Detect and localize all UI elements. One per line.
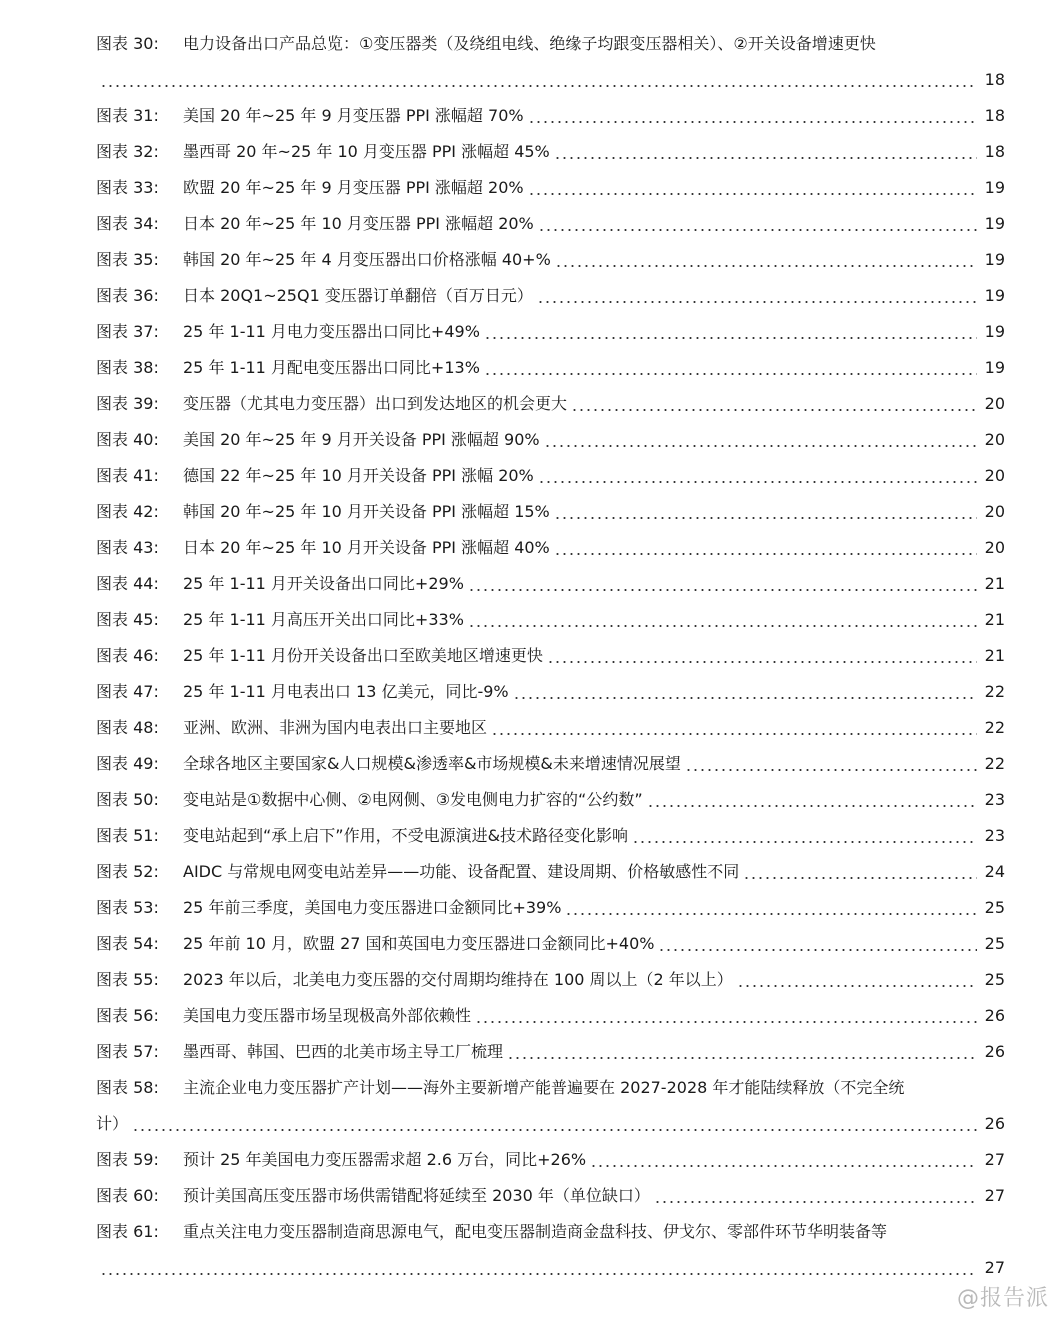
watermark: @报告派 — [956, 1286, 1049, 1311]
page-number[interactable]: 26 — [984, 1006, 1005, 1025]
figure-label: 图表 56: — [96, 1006, 159, 1025]
dot-leader — [132, 1129, 977, 1131]
page-number[interactable]: 27 — [984, 1150, 1005, 1169]
page-number[interactable]: 27 — [984, 1258, 1005, 1277]
figure-title[interactable]: 欧盟 20 年~25 年 9 月变压器 PPI 涨幅超 20% — [183, 178, 524, 197]
toc-entry-line — [0, 1178, 1061, 1214]
figure-label: 图表 58: — [96, 1078, 159, 1097]
toc-entry-line — [0, 458, 1061, 494]
toc-entry-line — [0, 638, 1061, 674]
page-number[interactable]: 18 — [984, 106, 1005, 125]
toc-entry[interactable] — [0, 134, 1061, 170]
toc-entry-line — [0, 818, 1061, 854]
figure-label: 图表 53: — [96, 898, 159, 917]
figure-title[interactable]: 变电站起到“承上启下”作用，不受电源演进&技术路径变化影响 — [183, 826, 629, 845]
dot-leader — [658, 949, 977, 951]
figure-title[interactable]: 预计 25 年美国电力变压器需求超 2.6 万台，同比+26% — [183, 1150, 587, 1169]
dot-leader — [513, 697, 977, 699]
figure-title[interactable]: 墨西哥 20 年~25 年 10 月变压器 PPI 涨幅超 45% — [183, 142, 550, 161]
dot-leader — [528, 193, 977, 195]
figure-title[interactable]: 日本 20 年~25 年 10 月变压器 PPI 涨幅超 20% — [183, 214, 534, 233]
figure-label: 图表 33: — [96, 178, 159, 197]
toc-entry[interactable] — [0, 674, 1061, 710]
figure-title[interactable]: 变电站是①数据中心侧、②电网侧、③发电侧电力扩容的“公约数” — [183, 790, 643, 809]
dot-leader — [590, 1165, 977, 1167]
toc-entry[interactable] — [0, 854, 1061, 890]
figure-title[interactable]: 25 年 1-11 月电表出口 13 亿美元，同比-9% — [183, 682, 509, 701]
figure-label: 图表 54: — [96, 934, 159, 953]
page-number[interactable]: 23 — [984, 826, 1005, 845]
page-number[interactable]: 23 — [984, 790, 1005, 809]
toc-entry-line — [0, 98, 1061, 134]
toc-entry-line — [0, 530, 1061, 566]
toc-entry-line — [0, 350, 1061, 386]
dot-leader — [475, 1021, 977, 1023]
page-number[interactable]: 22 — [984, 718, 1005, 737]
toc-entry[interactable] — [0, 1034, 1061, 1070]
dot-leader — [554, 517, 977, 519]
toc-entry[interactable] — [0, 458, 1061, 494]
toc-entry[interactable] — [0, 98, 1061, 134]
toc-entry[interactable] — [0, 494, 1061, 530]
toc-entry[interactable] — [0, 170, 1061, 206]
dot-leader — [737, 985, 977, 987]
toc-entry-line — [0, 1034, 1061, 1070]
toc-entry-line — [0, 962, 1061, 998]
toc-entry-line — [0, 134, 1061, 170]
dot-leader — [484, 373, 977, 375]
page-number[interactable]: 22 — [984, 754, 1005, 773]
figure-title[interactable]: 2023 年以后，北美电力变压器的交付周期均维持在 100 周以上（2 年以上） — [183, 970, 733, 989]
page-number[interactable]: 20 — [984, 430, 1005, 449]
page-number[interactable]: 21 — [984, 610, 1005, 629]
figure-label: 图表 34: — [96, 214, 159, 233]
toc-entry[interactable] — [0, 206, 1061, 242]
dot-leader — [100, 1273, 977, 1275]
toc-entry-line — [0, 170, 1061, 206]
table-of-figures — [0, 26, 1061, 1286]
figure-label: 图表 45: — [96, 610, 159, 629]
figure-title[interactable]: 电力设备出口产品总览：①变压器类（及绕组电线、绝缘子均跟变压器相关）、②开关设备增速更快 — [183, 34, 876, 53]
toc-entry[interactable] — [0, 530, 1061, 566]
dot-leader — [654, 1201, 977, 1203]
toc-entry[interactable] — [0, 242, 1061, 278]
figure-title[interactable]: AIDC 与常规电网变电站差异——功能、设备配置、建设周期、价格敏感性不同 — [183, 862, 740, 881]
dot-leader — [528, 121, 977, 123]
toc-entry[interactable] — [0, 1214, 1061, 1286]
figure-title[interactable]: 德国 22 年~25 年 10 月开关设备 PPI 涨幅 20% — [183, 466, 534, 485]
page-number[interactable]: 25 — [984, 898, 1005, 917]
page-number[interactable]: 26 — [984, 1042, 1005, 1061]
toc-entry[interactable] — [0, 638, 1061, 674]
page-number[interactable]: 22 — [984, 682, 1005, 701]
toc-entry[interactable] — [0, 962, 1061, 998]
toc-entry[interactable] — [0, 1178, 1061, 1214]
dot-leader — [537, 301, 977, 303]
figure-label: 图表 35: — [96, 250, 159, 269]
figure-title[interactable]: 主流企业电力变压器扩产计划——海外主要新增产能普遍要在 2027-2028 年才能陆续释放（不完全统 — [183, 1078, 905, 1097]
dot-leader — [507, 1057, 977, 1059]
figure-label: 图表 47: — [96, 682, 159, 701]
toc-entry[interactable] — [0, 566, 1061, 602]
figure-label: 图表 31: — [96, 106, 159, 125]
toc-entry[interactable] — [0, 818, 1061, 854]
toc-entry-continuation — [0, 1106, 1061, 1142]
figure-label: 图表 39: — [96, 394, 159, 413]
page-number[interactable]: 19 — [984, 358, 1005, 377]
page-number[interactable]: 19 — [984, 178, 1005, 197]
toc-entry[interactable] — [0, 602, 1061, 638]
figure-title[interactable]: 25 年 1-11 月高压开关出口同比+33% — [183, 610, 464, 629]
toc-entry-line — [0, 854, 1061, 890]
dot-leader — [554, 157, 977, 159]
page-number[interactable]: 20 — [984, 394, 1005, 413]
toc-entry[interactable] — [0, 926, 1061, 962]
figure-label: 图表 48: — [96, 718, 159, 737]
toc-entry[interactable] — [0, 782, 1061, 818]
toc-entry-line — [0, 890, 1061, 926]
figure-title[interactable]: 变压器（尤其电力变压器）出口到发达地区的机会更大 — [183, 394, 568, 413]
dot-leader — [632, 841, 977, 843]
page-number[interactable]: 24 — [984, 862, 1005, 881]
page-number[interactable]: 21 — [984, 646, 1005, 665]
figure-label: 图表 59: — [96, 1150, 159, 1169]
page-number[interactable]: 21 — [984, 574, 1005, 593]
figure-label: 图表 49: — [96, 754, 159, 773]
dot-leader — [491, 733, 977, 735]
toc-entry[interactable] — [0, 26, 1061, 98]
toc-entry-line — [0, 1142, 1061, 1178]
toc-entry-line — [0, 926, 1061, 962]
page-number[interactable]: 20 — [984, 502, 1005, 521]
figure-title[interactable]: 全球各地区主要国家&人口规模&渗透率&市场规模&未来增速情况展望 — [183, 754, 681, 773]
page-number[interactable]: 19 — [984, 214, 1005, 233]
figure-label: 图表 30: — [96, 34, 159, 53]
page-number[interactable]: 19 — [984, 250, 1005, 269]
toc-entry-line — [0, 26, 1061, 62]
dot-leader — [554, 553, 977, 555]
figure-label: 图表 43: — [96, 538, 159, 557]
dot-leader — [647, 805, 977, 807]
dot-leader — [100, 85, 977, 87]
toc-entry-line — [0, 494, 1061, 530]
figure-label: 图表 40: — [96, 430, 159, 449]
page-number[interactable]: 20 — [984, 538, 1005, 557]
figure-title[interactable]: 预计美国高压变压器市场供需错配将延续至 2030 年（单位缺口） — [183, 1186, 650, 1205]
toc-entry-line — [0, 278, 1061, 314]
toc-entry-line — [0, 1070, 1061, 1106]
figure-label: 图表 61: — [96, 1222, 159, 1241]
toc-entry[interactable] — [0, 890, 1061, 926]
figure-label: 图表 51: — [96, 826, 159, 845]
figure-label: 图表 44: — [96, 574, 159, 593]
figure-title[interactable]: 25 年前三季度，美国电力变压器进口金额同比+39% — [183, 898, 562, 917]
figure-label: 图表 36: — [96, 286, 159, 305]
dot-leader — [468, 589, 977, 591]
dot-leader — [565, 913, 977, 915]
figure-title[interactable]: 25 年 1-11 月电力变压器出口同比+49% — [183, 322, 480, 341]
toc-entry[interactable] — [0, 314, 1061, 350]
figure-label: 图表 50: — [96, 790, 159, 809]
figure-title[interactable]: 亚洲、欧洲、非洲为国内电表出口主要地区 — [183, 718, 488, 737]
toc-entry-line — [0, 386, 1061, 422]
figure-label: 图表 52: — [96, 862, 159, 881]
figure-title[interactable]: 韩国 20 年~25 年 4 月变压器出口价格涨幅 40+% — [183, 250, 551, 269]
toc-entry-line — [0, 746, 1061, 782]
page-number[interactable]: 25 — [984, 934, 1005, 953]
dot-leader — [484, 337, 977, 339]
page-number[interactable]: 18 — [984, 70, 1005, 89]
dot-leader — [547, 661, 977, 663]
page-number[interactable]: 25 — [984, 970, 1005, 989]
page-number[interactable]: 19 — [984, 322, 1005, 341]
toc-entry-line — [0, 710, 1061, 746]
figure-label: 图表 41: — [96, 466, 159, 485]
toc-entry-continuation — [0, 1250, 1061, 1286]
toc-entry-line — [0, 566, 1061, 602]
figure-label: 图表 37: — [96, 322, 159, 341]
figure-title[interactable]: 美国 20 年~25 年 9 月变压器 PPI 涨幅超 70% — [183, 106, 524, 125]
toc-entry-line — [0, 314, 1061, 350]
dot-leader — [468, 625, 977, 627]
toc-entry[interactable] — [0, 386, 1061, 422]
figure-title[interactable]: 日本 20Q1~25Q1 变压器订单翻倍（百万日元） — [183, 286, 533, 305]
toc-entry[interactable] — [0, 998, 1061, 1034]
figure-title[interactable]: 25 年前 10 月，欧盟 27 国和英国电力变压器进口金额同比+40% — [183, 934, 655, 953]
dot-leader — [538, 481, 977, 483]
dot-leader — [743, 877, 977, 879]
dot-leader — [555, 265, 977, 267]
page-number[interactable]: 18 — [984, 142, 1005, 161]
figure-title-continuation: 计） — [96, 1114, 129, 1133]
page-number[interactable]: 26 — [984, 1114, 1005, 1133]
toc-entry-line — [0, 1214, 1061, 1250]
figure-title[interactable]: 美国电力变压器市场呈现极高外部依赖性 — [183, 1006, 472, 1025]
toc-entry[interactable] — [0, 746, 1061, 782]
toc-entry-continuation — [0, 62, 1061, 98]
figure-label: 图表 60: — [96, 1186, 159, 1205]
figure-label: 图表 57: — [96, 1042, 159, 1061]
toc-entry-line — [0, 422, 1061, 458]
figure-label: 图表 42: — [96, 502, 159, 521]
toc-entry-line — [0, 242, 1061, 278]
figure-title[interactable]: 重点关注电力变压器制造商思源电气，配电变压器制造商金盘科技、伊戈尔、零部件环节华明装备等 — [183, 1222, 888, 1241]
toc-entry-line — [0, 782, 1061, 818]
dot-leader — [544, 445, 977, 447]
toc-entry[interactable] — [0, 350, 1061, 386]
figure-title[interactable]: 美国 20 年~25 年 9 月开关设备 PPI 涨幅超 90% — [183, 430, 540, 449]
toc-entry[interactable] — [0, 710, 1061, 746]
toc-entry[interactable] — [0, 1142, 1061, 1178]
figure-title[interactable]: 25 年 1-11 月开关设备出口同比+29% — [183, 574, 464, 593]
figure-label: 图表 46: — [96, 646, 159, 665]
dot-leader — [685, 769, 977, 771]
toc-entry[interactable] — [0, 422, 1061, 458]
figure-label: 图表 32: — [96, 142, 159, 161]
figure-title[interactable]: 25 年 1-11 月份开关设备出口至欧美地区增速更快 — [183, 646, 543, 665]
toc-entry[interactable] — [0, 278, 1061, 314]
toc-entry-line — [0, 674, 1061, 710]
page-number[interactable]: 19 — [984, 286, 1005, 305]
toc-entry-line — [0, 998, 1061, 1034]
page-number[interactable]: 20 — [984, 466, 1005, 485]
figure-label: 图表 55: — [96, 970, 159, 989]
toc-entry-line — [0, 602, 1061, 638]
figure-label: 图表 38: — [96, 358, 159, 377]
figure-title[interactable]: 日本 20 年~25 年 10 月开关设备 PPI 涨幅超 40% — [183, 538, 550, 557]
figure-title[interactable]: 25 年 1-11 月配电变压器出口同比+13% — [183, 358, 480, 377]
dot-leader — [571, 409, 977, 411]
dot-leader — [538, 229, 977, 231]
page-number[interactable]: 27 — [984, 1186, 1005, 1205]
toc-entry[interactable] — [0, 1070, 1061, 1142]
figure-title[interactable]: 墨西哥、韩国、巴西的北美市场主导工厂梳理 — [183, 1042, 504, 1061]
figure-title[interactable]: 韩国 20 年~25 年 10 月开关设备 PPI 涨幅超 15% — [183, 502, 550, 521]
toc-entry-line — [0, 206, 1061, 242]
